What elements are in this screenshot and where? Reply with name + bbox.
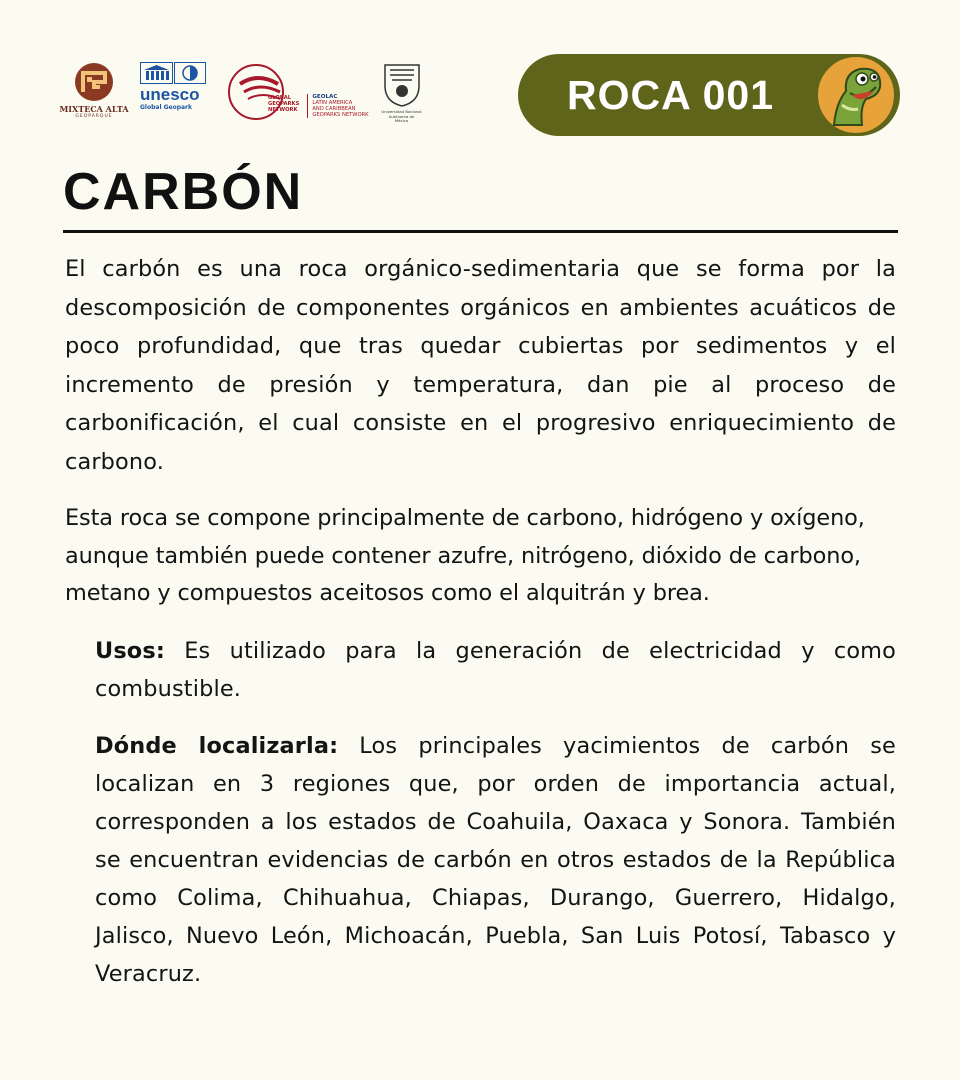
donde-label: Dónde localizarla: <box>95 732 339 759</box>
donde-text: Los principales yacimientos de carbón se localizan en 3 regiones que, por orden de importancia actual, corresponden a los estados de Coahuila, Oaxaca y Sonora. También se encuentran evidencias de carbón en otros estados de la República como Colima, Chihuahua, Chiapas, Durango, Guerrero, Hidalgo, Jalisco, Nuevo León, Michoacán, Puebla, San Luis Potosí, Tabasco y Veracruz. <box>95 732 896 987</box>
dinosaur-mascot-icon <box>816 55 896 135</box>
ggn-swirl-icon <box>226 62 288 122</box>
geolac-logo <box>307 94 368 119</box>
unam-logo <box>379 62 425 124</box>
unam-line2: Autónoma de <box>388 113 415 119</box>
geolac-line4: GEOPARKS NETWORK <box>312 112 369 119</box>
geolac-line3: AND CARIBBEAN <box>312 106 356 113</box>
mixteca-name: MIXTECA ALTA <box>59 104 129 114</box>
unam-line3: México <box>394 118 409 123</box>
rock-number-badge <box>518 54 900 136</box>
donde-paragraph <box>95 727 896 993</box>
ggn-line3: NETWORK <box>268 107 298 113</box>
unesco-word: unesco <box>140 85 200 104</box>
unesco-temple-icon <box>140 62 206 84</box>
unam-line1: Universidad Nacional <box>381 109 422 114</box>
mixteca-sub: GEOPARQUE <box>75 114 113 119</box>
usos-label: Usos: <box>95 637 165 664</box>
header <box>0 0 960 150</box>
details-section <box>65 632 896 993</box>
unesco-sub: Global Geopark <box>140 104 193 111</box>
mixteca-glyph-icon <box>72 62 116 102</box>
unesco-logo <box>140 62 214 111</box>
partner-logos <box>59 62 425 124</box>
usos-text: Es utilizado para la generación de electricidad y como combustible. <box>95 637 896 702</box>
rock-number-label: ROCA 001 <box>567 72 774 118</box>
title-divider <box>63 230 898 233</box>
geolac-line1: GEOLAC <box>312 93 338 100</box>
unam-shield-icon <box>382 62 422 108</box>
ggn-logo <box>226 62 369 122</box>
ggn-line1: GLOBAL <box>268 95 292 101</box>
description-paragraph: El carbón es una roca orgánico-sedimentaria que se forma por la descomposición de componentes orgánicos en ambientes acuáticos de poco profundidad, que tras quedar cubiertas por sedimentos y el incremento de presión y temperatura, dan pie al proceso de carbonificación, el cual consiste en el progresivo enriquecimiento de carbono. <box>65 256 896 475</box>
mixteca-alta-logo <box>59 62 129 119</box>
geolac-line2: LATIN AMERICA <box>312 100 353 107</box>
article-body <box>65 250 896 1012</box>
usos-paragraph <box>95 632 896 708</box>
page-title: CARBÓN <box>63 163 304 221</box>
ggn-line2: GEOPARKS <box>268 101 300 107</box>
composition-paragraph: Esta roca se compone principalmente de carbono, hidrógeno y oxígeno, aunque también puede contener azufre, nitrógeno, dióxido de carbono, metano y compuestos aceitosos como el alquitrán y brea. <box>65 505 865 606</box>
